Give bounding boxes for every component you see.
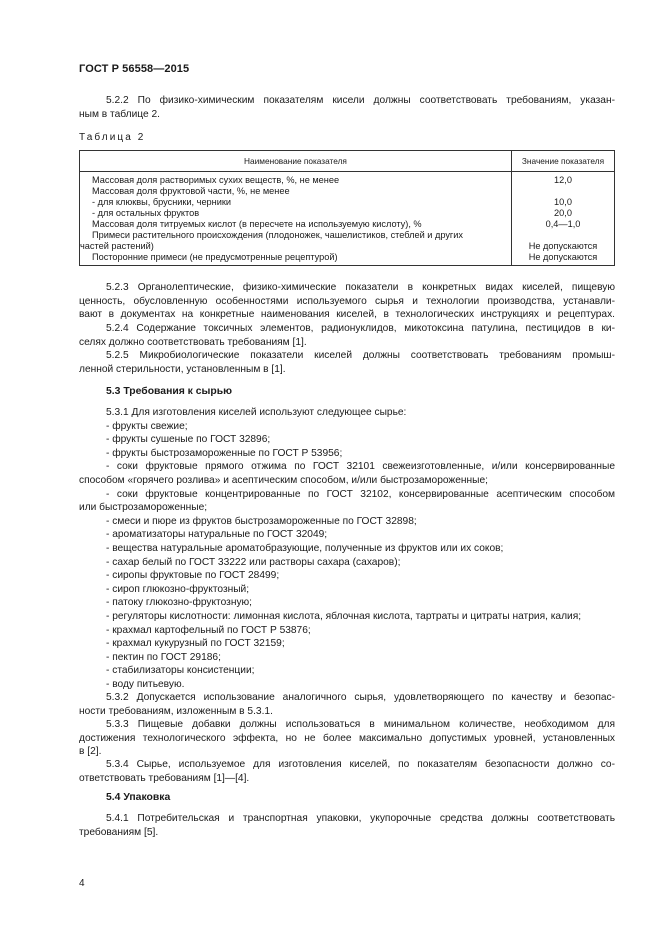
table-cell-value: 20,0 xyxy=(554,208,572,218)
paragraph-5-3-1 xyxy=(79,406,615,691)
table-cell-value: 0,4—1,0 xyxy=(545,219,581,229)
table-cell-value: Не допускаются xyxy=(528,241,598,251)
paragraph-line: требованиям [5]. xyxy=(79,826,159,838)
page-number: 4 xyxy=(79,878,85,889)
list-item: - соки фруктовые концентрированные по ГОСТ 32102, консервированные асептическим способом xyxy=(106,488,615,500)
list-item: - стабилизаторы консистенции; xyxy=(106,665,255,677)
table-cell-name: - для остальных фруктов xyxy=(92,208,200,218)
paragraph-5-2-5 xyxy=(79,349,615,376)
table-cell-value: Не допускаются xyxy=(528,252,598,262)
section-title-5-3: 5.3 Требования к сырью xyxy=(106,386,233,397)
list-item: - ароматизаторы натуральные по ГОСТ 32049; xyxy=(106,529,328,541)
paragraph-line: ности требованиям, изложенным в 5.3.1. xyxy=(79,705,273,717)
list-item: - крахмал картофельный по ГОСТ Р 53876; xyxy=(106,624,311,636)
paragraph-line: 5.2.2 По физико-химическим показателям кисели должны соответствовать требованиям, указан- xyxy=(106,95,615,106)
paragraph-line: 5.2.4 Содержание токсичных элементов, радионуклидов, микотоксина патулина, пестицидов в ки- xyxy=(106,323,615,334)
paragraph-5-3-2 xyxy=(79,691,615,718)
list-item: - пектин по ГОСТ 29186; xyxy=(106,651,221,663)
table-row xyxy=(80,230,615,241)
paragraph-line: ным в таблице 2. xyxy=(79,108,160,120)
paragraph-line: 5.3.3 Пищевые добавки должны использоваться в минимальном количестве, необходимом для xyxy=(106,719,615,730)
table-cell-value: 12,0 xyxy=(554,175,572,185)
paragraph-line: ответствовать требованиям [1]—[4]. xyxy=(79,772,250,784)
list-item: - крахмал кукурузный по ГОСТ 32159; xyxy=(106,638,285,650)
list-item: - соки фруктовые прямого отжима по ГОСТ 32101 свежеизготовленные, и/или консервированные xyxy=(106,461,615,473)
paragraph-5-2-3 xyxy=(79,281,615,322)
table-cell-name: Посторонние примеси (не предусмотренные рецептурой) xyxy=(92,252,338,262)
paragraph-line: 5.3.2 Допускается использование аналогичного сырья, удовлетворяющего по качеству и безопас- xyxy=(106,692,615,703)
paragraph-5-2-4 xyxy=(79,322,615,349)
table-2 xyxy=(79,150,615,266)
paragraph-5-4-1 xyxy=(79,812,615,839)
paragraph-line: достижения технологического эффекта, но не более максимально допустимых уровней, установленных xyxy=(79,732,615,744)
table-row xyxy=(80,252,615,266)
table-cell-name: Массовая доля растворимых сухих веществ, %, не менее xyxy=(92,175,340,185)
list-item: - сироп глюкозно-фруктозный; xyxy=(106,583,250,595)
table-row xyxy=(80,219,615,230)
table-row xyxy=(80,172,615,187)
paragraph-5-3-4 xyxy=(79,758,615,785)
table-cell-value: 10,0 xyxy=(554,197,572,207)
list-item: - вещества натуральные ароматобразующие, полученные из фруктов или их соков; xyxy=(106,542,504,554)
list-item-continuation: способом «горячего розлива» и асептическим способом, и/или быстрозамороженные; xyxy=(79,474,488,486)
list-item: - регуляторы кислотности: лимонная кислота, яблочная кислота, тартраты и цитраты натрия, калия; xyxy=(106,610,582,622)
document-header: ГОСТ Р 56558—2015 xyxy=(79,63,190,75)
table-cell-name: Примеси растительного происхождения (плодоножек, чашелистиков, стеблей и других xyxy=(92,230,464,240)
paragraph-5-3-3 xyxy=(79,718,615,759)
section-title-5-4: 5.4 Упаковка xyxy=(106,792,171,803)
list-item-continuation: или быстрозамороженные; xyxy=(79,502,208,514)
table-row xyxy=(80,208,615,219)
list-item: - воду питьевую. xyxy=(106,678,185,690)
table-cell-name: Массовая доля фруктовой части, %, не менее xyxy=(92,186,290,196)
paragraph-line: 5.4.1 Потребительская и транспортная упаковки, укупорочные средства должны соответствовать xyxy=(106,813,615,824)
paragraph-line: ленной стерильности, установленным в [1]. xyxy=(79,363,286,375)
table-cell-value xyxy=(512,186,614,197)
table-row xyxy=(80,186,615,197)
paragraph-line: 5.3.1 Для изготовления киселей используют следующее сырье: xyxy=(106,407,407,418)
paragraph-line: вают в документах на конкретные наименования киселей, в технологических инструкциях и рецептурах. xyxy=(79,309,615,321)
paragraph-5-2-2 xyxy=(79,94,615,121)
table-cell-name: - для клюквы, брусники, черники xyxy=(92,197,232,207)
table-caption: Таблица 2 xyxy=(79,132,146,143)
list-item: - сахар белый по ГОСТ 33222 или растворы сахара (сахаров); xyxy=(106,556,401,568)
table-row xyxy=(80,241,615,252)
list-item: - фрукты свежие; xyxy=(106,420,188,432)
list-item: - смеси и пюре из фруктов быстрозамороженные по ГОСТ 32898; xyxy=(106,515,417,527)
list-item: - патоку глюкозно-фруктозную; xyxy=(106,597,253,609)
table-cell-name: Массовая доля титруемых кислот (в пересчете на используемую кислоту), % xyxy=(92,219,422,229)
list-item: - фрукты сушеные по ГОСТ 32896; xyxy=(106,434,271,446)
paragraph-line: ценность, обусловленную особенностями используемого сырья и технологии производства, устанавли- xyxy=(79,295,615,307)
table-header-value: Значение показателя xyxy=(512,151,615,172)
table-row xyxy=(80,197,615,208)
paragraph-line: 5.3.4 Сырье, используемое для изготовления киселей, по показателям безопасности должно со- xyxy=(106,759,615,770)
list-item: - фрукты быстрозамороженные по ГОСТ Р 53956; xyxy=(106,447,343,459)
table-header-name: Наименование показателя xyxy=(80,151,512,172)
paragraph-line: в [2]. xyxy=(79,746,102,758)
table-cell-value xyxy=(512,230,614,241)
list-item: - сиропы фруктовые по ГОСТ 28499; xyxy=(106,570,280,582)
paragraph-line: 5.2.3 Органолептические, физико-химические показатели в конкретных видах киселей, пищевую xyxy=(106,282,615,293)
paragraph-line: селях должно соответствовать требованиям [1]. xyxy=(79,336,307,348)
paragraph-line: 5.2.5 Микробиологические показатели киселей должны соответствовать требованиям промыш- xyxy=(106,350,615,361)
table-cell-name: частей растений) xyxy=(80,241,154,251)
